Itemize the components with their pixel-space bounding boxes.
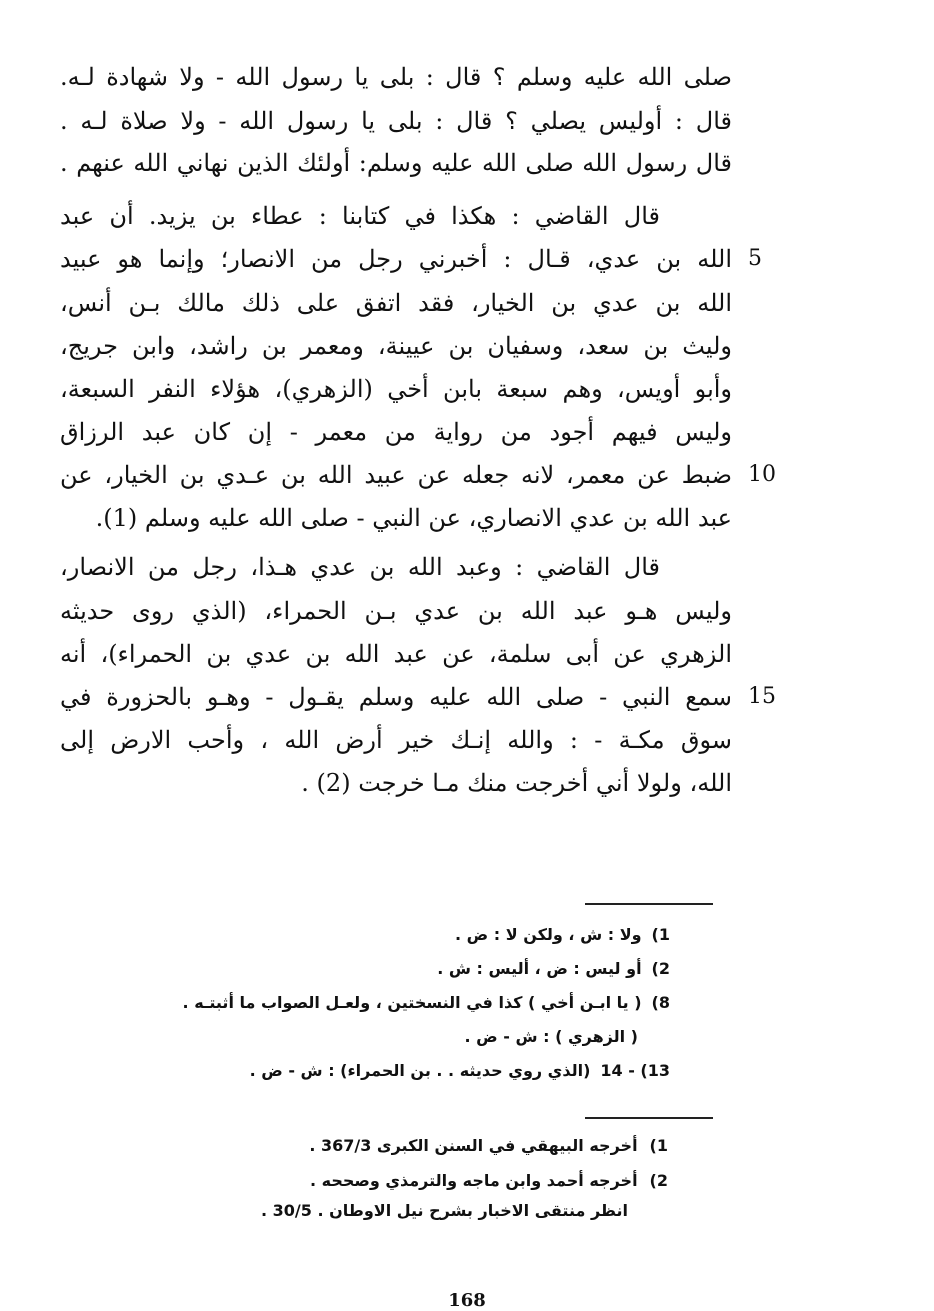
text-line: وليس فيهم أجود من رواية من معمر - إن كان عبد الرزاق	[60, 418, 732, 446]
text-line: وليس هـو عبد الله بن عدي بـن الحمراء، (الذي روى حديثه	[60, 597, 732, 625]
footnote-divider	[585, 903, 713, 905]
note-text: ( يا ابـن أخي ) كذا في النسختين ، ولعـل الصواب ما أثبتـه .	[182, 993, 642, 1012]
text-line: سوق مكـة - : والله إنـك خير أرض الله ، وأحب الارض إلى	[60, 726, 732, 754]
source-note	[261, 1198, 628, 1224]
source-divider	[585, 1117, 713, 1119]
text-line: عبد الله بن عدي الانصاري، عن النبي - صلى الله عليه وسلم (1).	[95, 504, 732, 532]
variant-note	[437, 956, 670, 982]
text-line: الله بن عدي، قـال : أخبرني رجل من الانصار؛ وإنما هو عبيد	[60, 245, 732, 273]
text-line: ضبط عن معمر، لانه جعله عن عبيد الله بن عـدي بن الخيار، عن	[60, 461, 732, 489]
page-number: 168	[448, 1290, 486, 1311]
text-line: قال القاضي : هكذا في كتابنا : عطاء بن يزيد. أن عبد	[60, 202, 660, 230]
variant-note	[455, 922, 670, 948]
note-number: 13) - 14	[600, 1061, 670, 1080]
line-number: 15	[748, 684, 776, 709]
variant-note	[183, 990, 670, 1016]
note-number: 8)	[651, 993, 670, 1012]
text-line: وأبو أويس، وهم سبعة بابن أخي (الزهري)، هؤلاء النفر السبعة،	[60, 375, 732, 403]
text-line: الزهري عن أبى سلمة، عن عبد الله بن عدي بن الحمراء)، أنه	[60, 640, 732, 668]
source-note	[309, 1133, 668, 1159]
line-number: 5	[748, 246, 762, 271]
note-number: 1)	[649, 1136, 668, 1155]
variant-note	[250, 1058, 670, 1084]
source-note	[310, 1168, 668, 1194]
note-number: 2)	[651, 959, 670, 978]
text-line: قال : أوليس يصلي ؟ قال : بلى يا رسول الله - ولا صلاة لـه .	[60, 107, 732, 135]
note-text: أو ليس : ض ، أليس : ش .	[437, 959, 642, 978]
text-line: الله بن عدي بن الخيار، فقد اتفق على ذلك مالك بـن أنس،	[60, 289, 732, 317]
note-text: (الذي روي حديثه . . بن الحمراء) : ش - ض .	[249, 1061, 591, 1080]
note-number: 2)	[649, 1171, 668, 1190]
note-text: أخرجه البيهقي في السنن الكبرى 367/3 .	[309, 1136, 638, 1155]
text-line: وليث بن سعد، وسفيان بن عيينة، ومعمر بن راشد، وابن جريج،	[60, 332, 732, 360]
line-number: 10	[748, 462, 776, 487]
note-text: ( الزهري ) : ش - ض .	[464, 1027, 638, 1046]
note-text: ولا : ش ، ولكن لا : ض .	[455, 925, 642, 944]
text-line: صلى الله عليه وسلم ؟ قال : بلى يا رسول الله - ولا شهادة لـه.	[60, 63, 732, 91]
variant-note	[465, 1024, 639, 1050]
note-number: 1)	[651, 925, 670, 944]
note-text: أخرجه أحمد وابن ماجه والترمذي وصححه .	[309, 1171, 638, 1190]
text-line: قال رسول الله صلى الله عليه وسلم: أولئك الذين نهاني الله عنهم .	[60, 149, 732, 177]
text-line: قال القاضي : وعبد الله بن عدي هـذا، رجل من الانصار،	[60, 553, 661, 581]
note-text: انظر منتقى الاخبار بشرح نيل الاوطان . 30/5 .	[260, 1201, 628, 1220]
text-line: الله، ولولا أني أخرجت منك مـا خرجت (2) .	[301, 769, 732, 797]
text-line: سمع النبي - صلى الله عليه وسلم يقـول - وهـو بالحزورة في	[60, 683, 732, 711]
